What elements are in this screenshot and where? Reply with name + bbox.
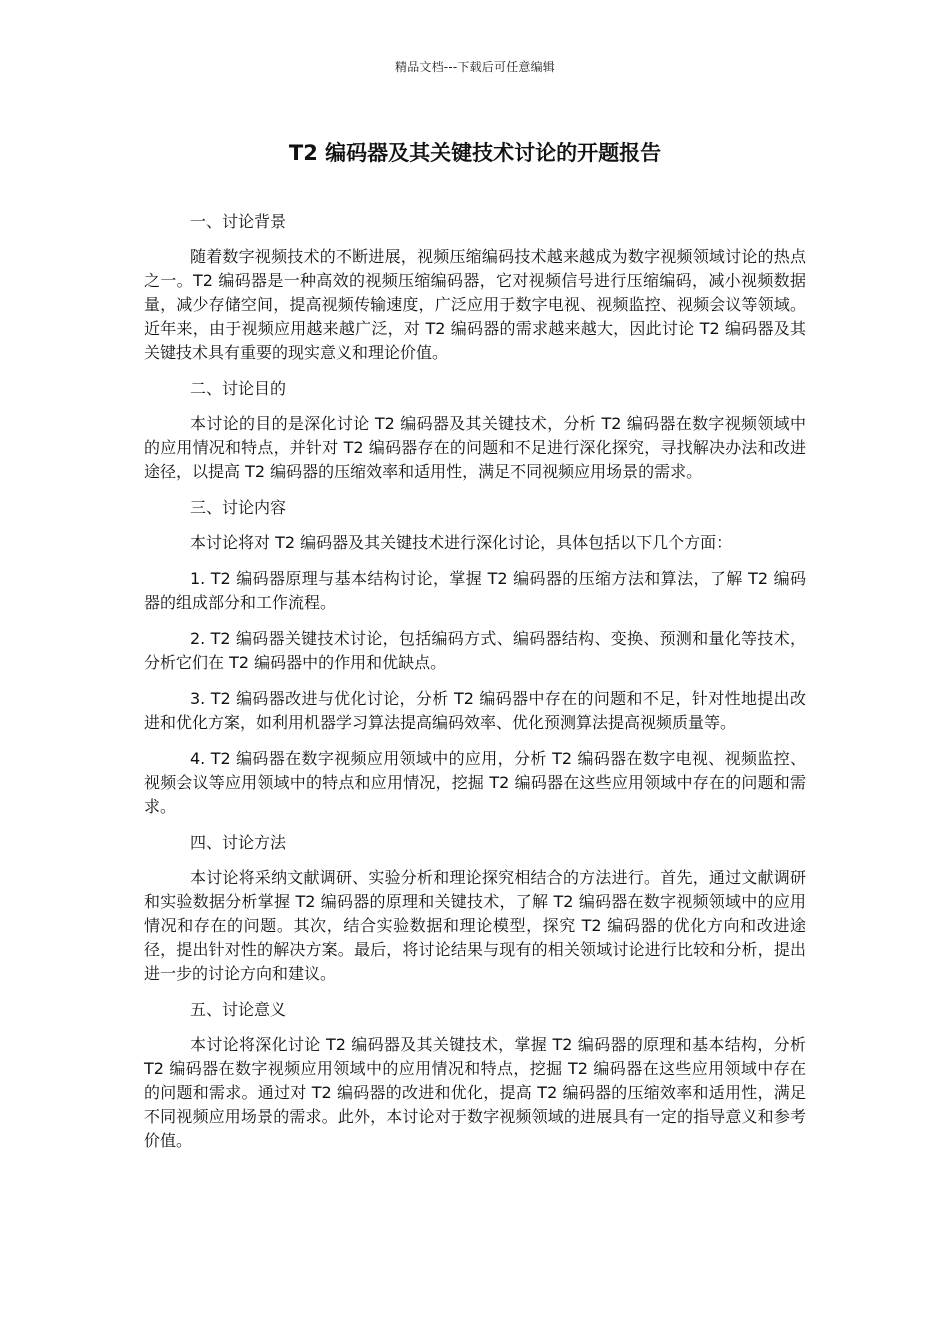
paragraph: 随着数字视频技术的不断进展，视频压缩编码技术越来越成为数字视频领域讨论的热点之一。T2 编码器是一种高效的视频压缩编码器，它对视频信号进行压缩编码，减小视频数据量，减少存储空间，提高视频传输速度，广泛应用于数字电视、视频监控、视频会议等领域。近年来，由于视频应用越来越广泛，对 T2 编码器的需求越来越大，因此讨论 T2 编码器及其关键技术具有重要的现实意义和理论价值。: [144, 247, 806, 362]
paragraph: 本讨论将采纳文献调研、实验分析和理论探究相结合的方法进行。首先，通过文献调研和实验数据分析掌握 T2 编码器的原理和关键技术，了解 T2 编码器在数字视频领域中的应用情况和存在的问题。其次，结合实验数据和理论模型，探究 T2 编码器的优化方向和改进途径，提出针对性的解决方案。最后，将讨论结果与现有的相关领域讨论进行比较和分析，提出进一步的讨论方向和建议。: [144, 868, 806, 983]
paragraph: 本讨论将深化讨论 T2 编码器及其关键技术，掌握 T2 编码器的原理和基本结构，分析 T2 编码器在数字视频应用领域中的应用情况和特点，挖掘 T2 编码器在这些应用领域中存在的问题和需求。通过对 T2 编码器的改进和优化，提高 T2 编码器的压缩效率和适用性，满足不同视频应用场景的需求。此外，本讨论对于数字视频领域的进展具有一定的指导意义和参考价值。: [144, 1035, 806, 1150]
document-body: [144, 210, 806, 1165]
section-background: [144, 210, 806, 365]
paragraph: 本讨论的目的是深化讨论 T2 编码器及其关键技术，分析 T2 编码器在数字视频领域中的应用情况和特点，并针对 T2 编码器存在的问题和不足进行深化探究，寻找解决办法和改进途径，以提高 T2 编码器的压缩效率和适用性，满足不同视频应用场景的需求。: [144, 414, 806, 481]
section-significance: [144, 998, 806, 1153]
page-header: 精品文档---下载后可任意编辑: [395, 60, 555, 74]
section-content: [144, 496, 806, 819]
section-method: [144, 831, 806, 986]
section-heading: 一、讨论背景: [190, 212, 287, 231]
section-heading: 二、讨论目的: [190, 379, 287, 398]
section-heading: 三、讨论内容: [190, 498, 287, 517]
section-heading: 四、讨论方法: [190, 833, 287, 852]
paragraph: 本讨论将对 T2 编码器及其关键技术进行深化讨论，具体包括以下几个方面：: [190, 533, 733, 552]
list-item: 3. T2 编码器改进与优化讨论，分析 T2 编码器中存在的问题和不足，针对性地提出改进和优化方案，如利用机器学习算法提高编码效率、优化预测算法提高视频质量等。: [144, 689, 806, 732]
document-title: T2 编码器及其关键技术讨论的开题报告: [288, 141, 662, 165]
list-item: 4. T2 编码器在数字视频应用领域中的应用，分析 T2 编码器在数字电视、视频监控、视频会议等应用领域中的特点和应用情况，挖掘 T2 编码器在这些应用领域中存在的问题和需求。: [144, 749, 806, 816]
section-heading: 五、讨论意义: [190, 1000, 287, 1019]
list-item: 2. T2 编码器关键技术讨论，包括编码方式、编码器结构、变换、预测和量化等技术，分析它们在 T2 编码器中的作用和优缺点。: [144, 629, 806, 672]
section-purpose: [144, 377, 806, 484]
list-item: 1. T2 编码器原理与基本结构讨论，掌握 T2 编码器的压缩方法和算法，了解 T2 编码器的组成部分和工作流程。: [144, 569, 806, 612]
